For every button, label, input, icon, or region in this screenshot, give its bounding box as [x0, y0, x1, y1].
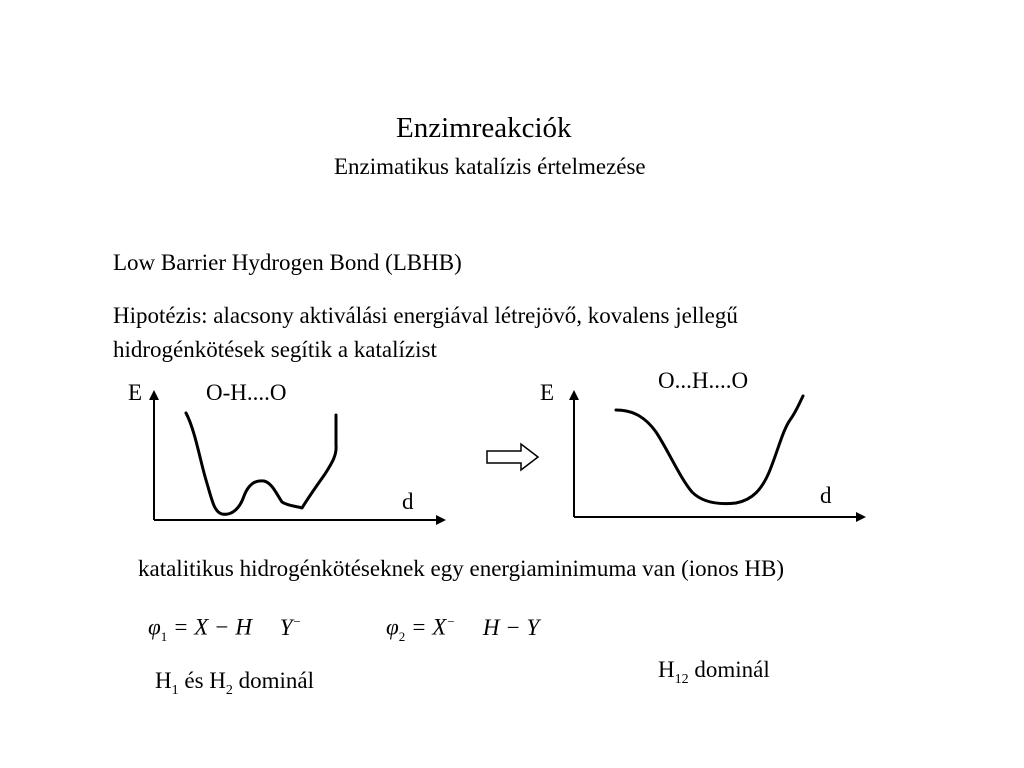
transition-arrow-icon — [487, 444, 538, 470]
phi2-symbol: φ — [386, 614, 399, 640]
phi1-index: 1 — [160, 628, 168, 644]
right-single-well-curve — [616, 396, 803, 504]
phi2-formula — [386, 614, 540, 644]
phi1-expression: = X − H — [172, 614, 252, 640]
h2-symbol: és H — [178, 668, 226, 693]
h12-dominance-note — [658, 657, 770, 687]
h1-h2-suffix: dominál — [232, 668, 315, 693]
slide-title: Enzimreakciók — [396, 112, 572, 144]
left-distance-label: d — [402, 489, 414, 514]
phi2-charge: − — [446, 614, 456, 629]
h12-symbol: H — [658, 657, 675, 682]
right-y-arrowhead — [569, 390, 579, 400]
left-y-arrowhead — [149, 390, 159, 400]
left-energy-label: E — [128, 380, 143, 405]
phi1-formula — [148, 614, 302, 644]
h1-subscript: 1 — [171, 683, 179, 698]
right-x-arrowhead — [856, 512, 866, 522]
hypothesis-line-2: hidrogénkötések segítik a katalízist — [113, 337, 437, 362]
right-distance-label: d — [820, 483, 832, 508]
h1-symbol: H — [155, 668, 172, 693]
left-bond-label: O-H....O — [206, 380, 287, 405]
left-double-well-curve — [186, 413, 336, 514]
hypothesis-line-1: Hipotézis: alacsony aktiválási energiával létrejövő, kovalens jellegű — [113, 303, 738, 328]
right-energy-label: E — [540, 380, 555, 405]
phi2-rest: H − Y — [482, 614, 540, 640]
h12-subscript: 12 — [674, 672, 689, 687]
summary-text: katalitikus hidrogénkötéseknek egy energiaminimuma van (ionos HB) — [138, 556, 784, 581]
phi2-expression: = X — [410, 614, 447, 640]
right-bond-label: O...H....O — [658, 368, 749, 393]
phi2-index: 2 — [398, 628, 406, 644]
h2-subscript: 2 — [225, 683, 233, 698]
phi1-ion: Y — [279, 614, 293, 640]
h12-suffix: dominál — [688, 657, 770, 682]
slide-subtitle: Enzimatikus katalízis értelmezése — [334, 154, 646, 179]
lbhb-heading: Low Barrier Hydrogen Bond (LBHB) — [113, 250, 462, 275]
left-x-arrowhead — [436, 515, 446, 525]
h1-h2-dominance-note — [155, 668, 315, 698]
phi1-charge: − — [292, 614, 302, 629]
phi1-symbol: φ — [148, 614, 161, 640]
